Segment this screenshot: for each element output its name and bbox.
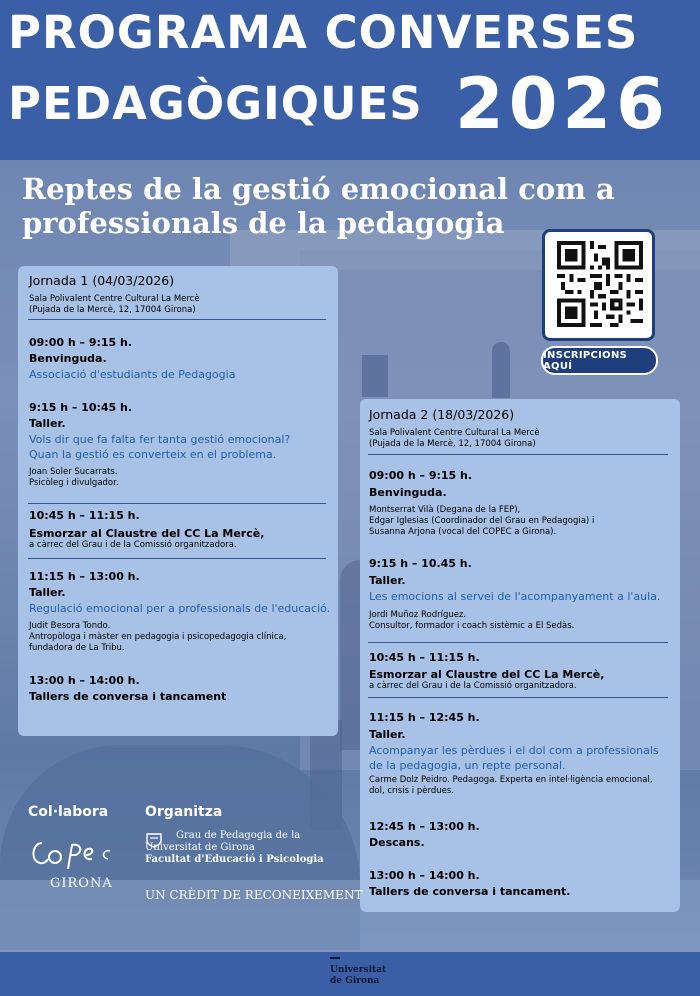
title-line-2: PEDAGÒGIQUES <box>8 77 423 130</box>
jornada-2-title: Jornada 2 (18/03/2026) <box>369 407 515 422</box>
jornada-2-panel <box>360 399 680 912</box>
speaker-role: Psicòleg i divulgador. <box>29 478 119 488</box>
speaker-role: Consultor, formador i coach sistèmic a El Sedàs. <box>369 621 575 631</box>
divider <box>368 454 668 455</box>
session-time: 10:45 h – 11:15 h. <box>369 651 480 664</box>
qr-code-icon <box>557 241 643 327</box>
subtitle-line-1: Reptes de la gestió emocional com a <box>22 172 615 206</box>
divider <box>28 319 326 320</box>
session-time: 13:00 h – 14:00 h. <box>369 869 480 882</box>
qr-code[interactable] <box>542 229 655 341</box>
session-label: Benvinguda. <box>29 352 107 365</box>
building-window <box>492 342 510 398</box>
building-window <box>362 355 388 397</box>
session-detail: Regulació emocional per a professionals de l'educació. <box>29 602 331 615</box>
footer-university-line1: Universitat <box>330 965 387 975</box>
venue-address: (Pujada de la Mercè, 12, 17004 Girona) <box>369 439 536 449</box>
speaker-role: fundadora de La Tribu. <box>29 643 125 653</box>
speaker-name: Jordi Muñoz Rodríguez. <box>369 610 467 620</box>
session-label: Tallers de conversa i tancament <box>29 690 227 703</box>
session-time: 13:00 h – 14:00 h. <box>29 674 140 687</box>
session-label: Tallers de conversa i tancament. <box>369 885 571 898</box>
collabora-label: Col·labora <box>28 804 109 820</box>
copec-city: GIRONA <box>50 876 113 891</box>
session-time: 10:45 h – 11:15 h. <box>29 509 140 522</box>
udg-logo-icon <box>330 957 340 959</box>
speaker-name: Carme Dolz Peidro. Pedagoga. Experta en intel·ligència emocional, <box>369 775 653 785</box>
session-label: Taller. <box>369 574 406 587</box>
divider <box>28 503 326 504</box>
speaker-role: Antropòloga i màster en pedagogia i psicopedagogia clínica, <box>29 632 287 642</box>
speaker-name: Joan Soler Sucarrats. <box>29 467 118 477</box>
venue-address: (Pujada de la Mercè, 12, 17004 Girona) <box>29 305 196 315</box>
session-detail: Associació d'estudiants de Pedagogia <box>29 368 236 381</box>
session-label: Esmorzar al Claustre del CC La Mercè, <box>369 668 605 681</box>
divider <box>28 558 326 559</box>
footer-university-line2: de Girona <box>330 976 380 986</box>
speaker-role: dol, crisis i pèrdues. <box>369 786 454 796</box>
divider <box>368 642 668 643</box>
session-detail: Acompanyar les pèrdues i el dol com a professionals <box>369 744 659 757</box>
session-note: Edgar Iglesias (Coordinador del Grau en Pedagogia) i <box>369 516 595 526</box>
session-time: 9:15 h – 10.45 h. <box>369 557 472 570</box>
session-time: 09:00 h – 9:15 h. <box>369 469 473 482</box>
organizer-line: Grau de Pedagogia de la <box>176 830 301 841</box>
session-note: a càrrec del Grau i de la Comissió organitzadora. <box>29 540 237 550</box>
divider <box>368 697 668 698</box>
session-label: Taller. <box>29 586 66 599</box>
copec-logo <box>28 833 128 873</box>
session-label: Taller. <box>369 728 406 741</box>
subtitle-line-2: professionals de la pedagogia <box>22 206 505 240</box>
session-detail: de la pedagogia, un repte personal. <box>369 759 566 772</box>
session-label: Taller. <box>29 417 66 430</box>
venue-line: Sala Polivalent Centre Cultural La Mercè <box>369 428 540 438</box>
session-time: 09:00 h – 9:15 h. <box>29 336 133 349</box>
registration-button[interactable]: INSCRIPCIONS AQUÍ <box>541 346 658 375</box>
session-time: 9:15 h – 10:45 h. <box>29 401 133 414</box>
session-note: a càrrec del Grau i de la Comissió organitzadora. <box>369 681 577 691</box>
title-year: 2026 <box>455 63 670 145</box>
organitza-label: Organitza <box>145 804 223 820</box>
venue-line: Sala Polivalent Centre Cultural La Mercè <box>29 294 200 304</box>
organizer-line: Facultat d'Educació i Psicologia <box>145 854 324 865</box>
session-time: 12:45 h – 13:00 h. <box>369 820 480 833</box>
session-note: Susanna Arjona (vocal del COPEC a Girona). <box>369 527 557 537</box>
jornada-1-panel <box>18 266 338 736</box>
jornada-1-title: Jornada 1 (04/03/2026) <box>29 273 175 288</box>
session-detail: Les emocions al servei de l'acompanyament a l'aula. <box>369 590 661 603</box>
session-note: Montserrat Vilà (Degana de la FEP), <box>369 505 521 515</box>
speaker-name: Judit Besora Tondo. <box>29 621 111 631</box>
session-label: Benvinguda. <box>369 486 447 499</box>
session-detail: Quan la gestió es converteix en el problema. <box>29 448 277 461</box>
session-label: Descans. <box>369 836 425 849</box>
title-line-1: PROGRAMA CONVERSES <box>8 6 639 59</box>
organizer-line: Universitat de Girona <box>145 842 255 853</box>
session-detail: Vols dir que fa falta fer tanta gestió emocional? <box>29 433 291 446</box>
session-label: Esmorzar al Claustre del CC La Mercè, <box>29 527 265 540</box>
credit-text: UN CRÈDIT DE RECONEIXEMENT <box>145 888 363 902</box>
session-time: 11:15 h – 12:45 h. <box>369 711 480 724</box>
session-time: 11:15 h – 13:00 h. <box>29 570 140 583</box>
